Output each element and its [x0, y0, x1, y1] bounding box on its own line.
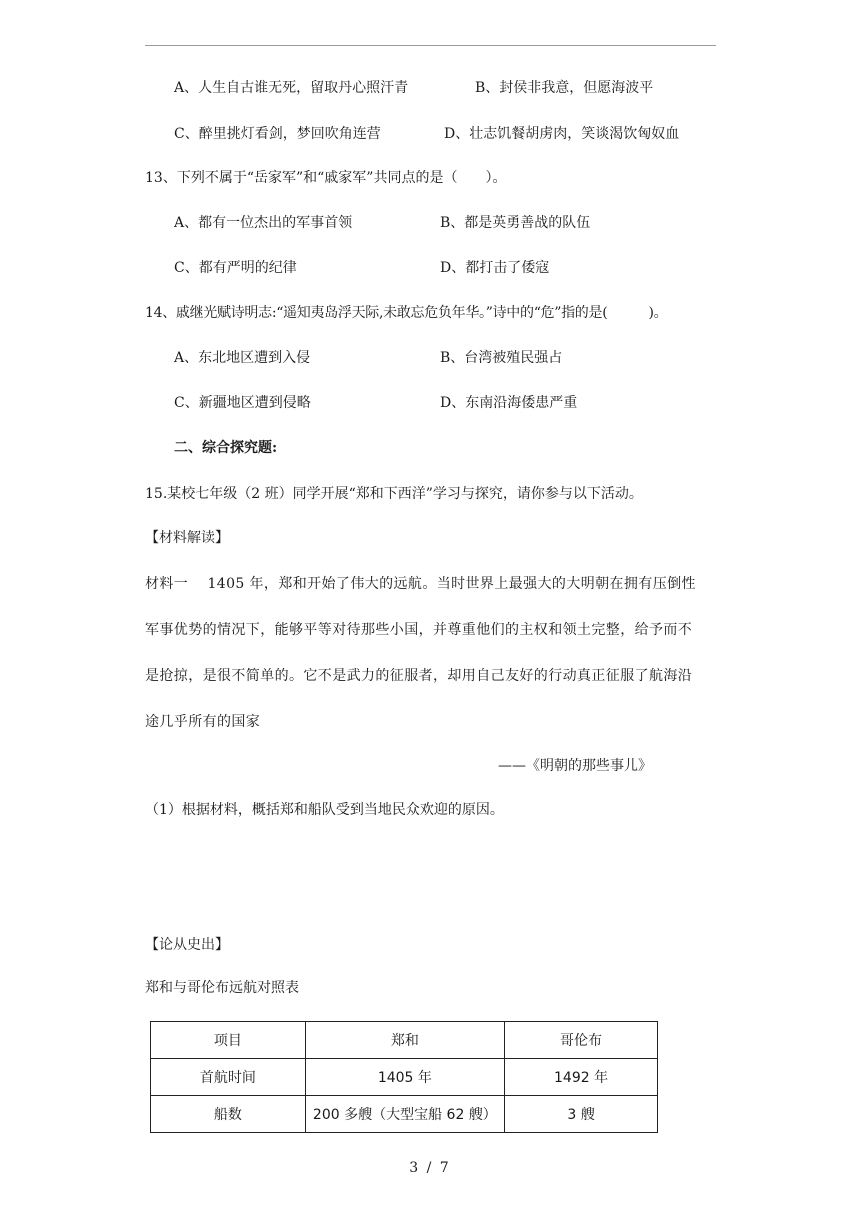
- sub-question-1: （1）根据材料，概括郑和船队受到当地民众欢迎的原因。: [145, 802, 504, 818]
- q13-option-b: B、都是英勇善战的队伍: [440, 215, 591, 231]
- q14-stem: 14、戚继光赋诗明志:“遥知夷岛浮天际,未敢忘危负年华。”诗中的“危”指的是( )。: [145, 305, 668, 321]
- table-cell: 首航时间: [151, 1059, 306, 1096]
- table-cell: 1405 年: [305, 1059, 504, 1096]
- table-header-cell: 项目: [151, 1022, 306, 1059]
- q13-option-a: A、都有一位杰出的军事首领: [174, 215, 353, 231]
- section-title: 二、综合探究题:: [174, 440, 278, 456]
- q13-stem: 13、下列不属于“岳家军”和“戚家军”共同点的是（ ）。: [145, 170, 507, 186]
- table-row: [151, 1059, 658, 1096]
- q14-option-b: B、台湾被殖民强占: [440, 350, 563, 366]
- table-cell: 船数: [151, 1096, 306, 1133]
- material-source: ——《明朝的那些事儿》: [498, 758, 652, 774]
- q12-option-d: D、壮志饥餐胡虏肉，笑谈渴饮匈奴血: [444, 126, 680, 142]
- material-line: 是抢掠，是很不简单的。它不是武力的征服者，却用自己友好的行动真正征服了航海沿: [145, 668, 693, 684]
- material-line: 军事优势的情况下，能够平等对待那些小国，并尊重他们的主权和领土完整，给予而不: [145, 622, 693, 638]
- q13-option-d: D、都打击了倭寇: [440, 260, 550, 276]
- header-rule: [145, 45, 716, 46]
- table-cell: 1492 年: [505, 1059, 658, 1096]
- comparison-table: [150, 1021, 658, 1133]
- q12-option-c: C、醉里挑灯看剑，梦回吹角连营: [174, 126, 381, 142]
- table-cell: 200 多艘（大型宝船 62 艘）: [305, 1096, 504, 1133]
- q15-stem: 15.某校七年级（2 班）同学开展“郑和下西洋”学习与探究，请你参与以下活动。: [145, 486, 643, 502]
- q12-option-b: B、封侯非我意，但愿海波平: [475, 80, 654, 96]
- page-number: 3 / 7: [409, 1160, 451, 1176]
- q14-option-d: D、东南沿海倭患严重: [440, 395, 578, 411]
- material-heading: 【材料解读】: [145, 530, 229, 546]
- table-title: 郑和与哥伦布远航对照表: [145, 980, 299, 996]
- material-line: 材料一 1405 年，郑和开始了伟大的远航。当时世界上最强大的大明朝在拥有压倒性: [145, 576, 696, 592]
- q12-option-a: A、人生自古谁无死，留取丹心照汗青: [174, 80, 409, 96]
- table-row: [151, 1096, 658, 1133]
- table-header-row: [151, 1022, 658, 1059]
- q13-option-c: C、都有严明的纪律: [174, 260, 297, 276]
- table-header-cell: 哥伦布: [505, 1022, 658, 1059]
- q14-option-c: C、新疆地区遭到侵略: [174, 395, 311, 411]
- material-line: 途几乎所有的国家: [145, 714, 261, 730]
- table-cell: 3 艘: [505, 1096, 658, 1133]
- table-header-cell: 郑和: [305, 1022, 504, 1059]
- q14-option-a: A、东北地区遭到入侵: [174, 350, 311, 366]
- history-heading: 【论从史出】: [145, 937, 229, 953]
